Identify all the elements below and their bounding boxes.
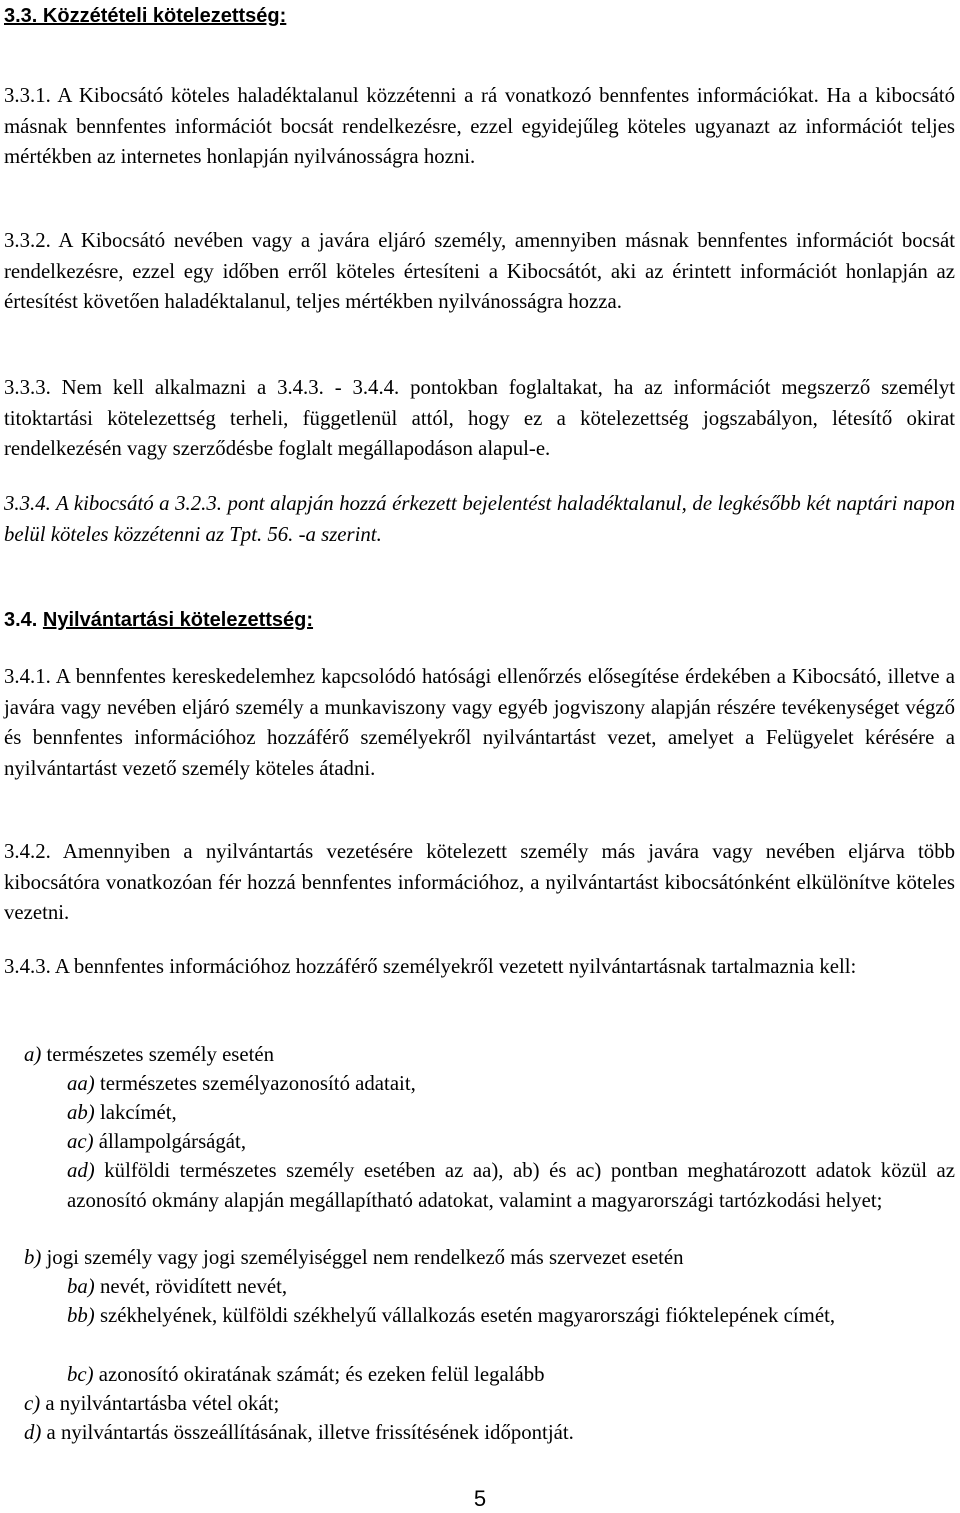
list-label: a)	[24, 1043, 42, 1066]
list-item	[24, 1389, 279, 1420]
list-label: ab)	[67, 1101, 95, 1124]
list-text: székhelyének, külföldi székhelyű vállalkozás esetén magyarországi fióktelepének címét,	[99, 1304, 836, 1327]
paragraph-3-4-1: 3.4.1. A bennfentes kereskedelemhez kapcsolódó hatósági ellenőrzés elősegítése érdekében a Kibocsátó, illetve a javára vagy nevében eljáró személy a munkaviszony vagy egyéb jogviszony alapján részére tevékenységet végző és bennfentes információhoz hozzáférő személyekről nyilvántartást vezet, amelyet a Felügyelet kérésére a nyilvántartást vezető személy köteles átadni.	[4, 665, 955, 780]
list-item	[67, 1098, 177, 1129]
list-text: lakcímét,	[99, 1101, 177, 1124]
list-label: aa)	[67, 1072, 95, 1095]
list-item	[24, 1418, 574, 1449]
section-heading-text: Nyilvántartási kötelezettség:	[42, 609, 314, 631]
list-text: a nyilvántartásba vétel okát;	[45, 1392, 280, 1415]
list-item	[67, 1069, 416, 1100]
section-heading-3-4	[4, 604, 504, 636]
list-label: ba)	[67, 1275, 95, 1298]
list-label: ac)	[67, 1130, 94, 1153]
list-text: azonosító okiratának számát; és ezeken felül legalább	[98, 1363, 545, 1386]
list-text: állampolgárságát,	[98, 1130, 247, 1153]
paragraph-3-4-2: 3.4.2. Amennyiben a nyilvántartás vezetésére kötelezett személy más javára vagy nevében eljárva több kibocsátóra vonatkozóan fér hozzá bennfentes információhoz, a nyilvántartást kibocsátónként elkülönítve köteles vezetni.	[4, 840, 955, 924]
list-label: d)	[24, 1421, 42, 1444]
page-number: 5	[473, 1486, 487, 1511]
list-text: természetes személyazonosító adatait,	[99, 1072, 416, 1095]
list-item	[67, 1127, 246, 1158]
list-label: c)	[24, 1392, 41, 1415]
list-label: ad)	[67, 1159, 95, 1182]
paragraph-3-3-3: 3.3.3. Nem kell alkalmazni a 3.4.3. - 3.4.4. pontokban foglaltakat, ha az információt megszerző személyt titoktartási kötelezettség terheli, függetlenül attól, hogy ez a kötelezettség jogszabályon, létesítő okirat rendelkezésén vagy szerződésbe foglalt megállapodáson alapul-e.	[4, 376, 955, 460]
paragraph-3-3-2: 3.3.2. A Kibocsátó nevében vagy a javára eljáró személy, amennyiben másnak bennfentes információt bocsát rendelkezésre, ezzel egy időben erről köteles értesíteni a Kibocsátót, aki az érintett információt honlapján az értesítést követően haladéktalanul, teljes mértékben nyilvánosságra hozza.	[4, 229, 955, 313]
section-heading-number: 3.4.	[4, 609, 38, 631]
list-item	[67, 1360, 545, 1391]
list-item	[67, 1156, 955, 1215]
paragraph-3-3-1: 3.3.1. A Kibocsátó köteles haladéktalanul közzétenni a rá vonatkozó bennfentes információkat. Ha a kibocsátó másnak bennfentes információt bocsát rendelkezésre, ezzel egyidejűleg köteles ugyanazt az információt teljes mértékben az internetes honlapján nyilvánosságra hozni.	[4, 84, 955, 168]
list-text: természetes személy esetén	[46, 1043, 275, 1066]
list-item	[67, 1272, 287, 1303]
list-label: bb)	[67, 1304, 95, 1327]
list-text: nevét, rövidített nevét,	[99, 1275, 288, 1298]
list-text: külföldi természetes személy esetében az aa), ab) és ac) pontban meghatározott adatok közül az azonosító okmány alapján megállapítható adatokat, valamint a magyarországi tartózkodási helyet;	[67, 1159, 955, 1212]
list-text: a nyilvántartás összeállításának, illetve frissítésének időpontját.	[46, 1421, 574, 1444]
list-text: jogi személy vagy jogi személyiséggel nem rendelkező más szervezet esetén	[46, 1246, 684, 1269]
list-item	[24, 1243, 683, 1274]
paragraph-3-4-3: 3.4.3. A bennfentes információhoz hozzáférő személyekről vezetett nyilvántartásnak tartalmaznia kell:	[4, 955, 857, 978]
list-item	[67, 1301, 955, 1331]
section-heading-3-3: 3.3. Közzétételi kötelezettség:	[4, 5, 287, 27]
list-label: b)	[24, 1246, 42, 1269]
list-label: bc)	[67, 1363, 94, 1386]
list-item	[24, 1040, 274, 1071]
paragraph-3-3-4: 3.3.4. A kibocsátó a 3.2.3. pont alapján hozzá érkezett bejelentést haladéktalanul, de legkésőbb két naptári napon belül köteles közzétenni az Tpt. 56. -a szerint.	[4, 492, 955, 546]
